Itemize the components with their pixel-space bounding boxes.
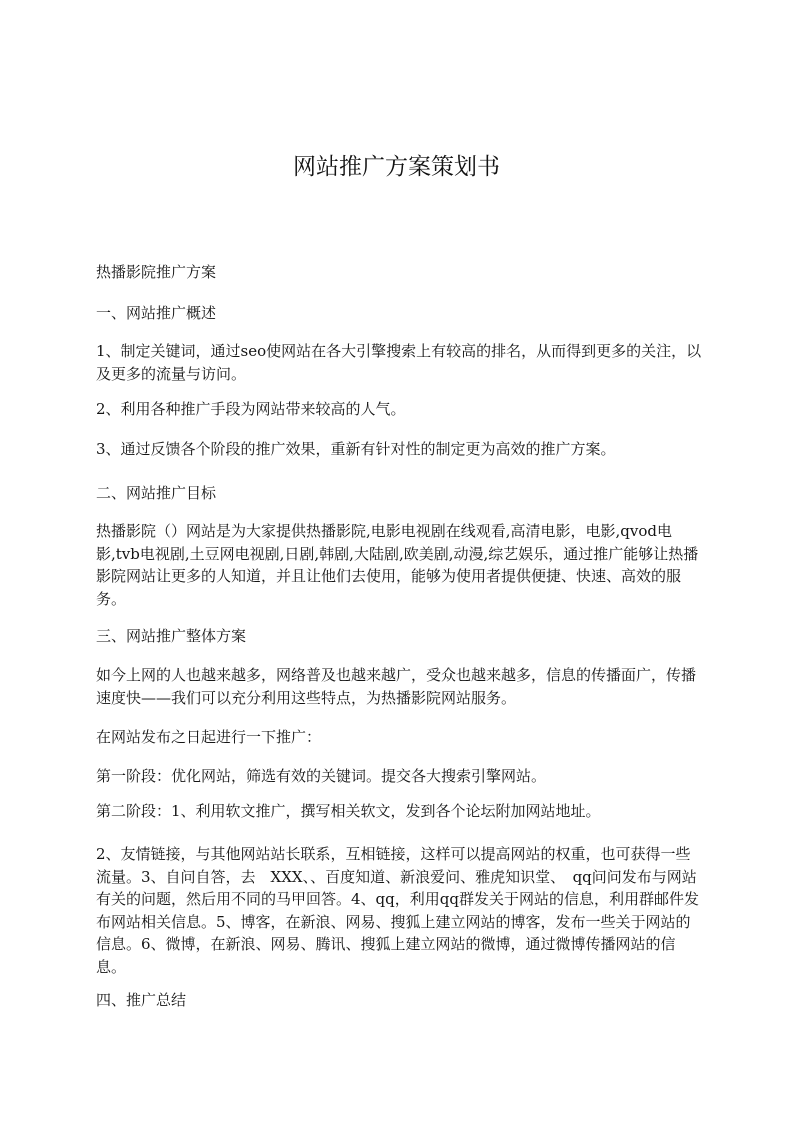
body-paragraph: 1、制定关键词，通过seo使网站在各大引擎搜索上有较高的排名，从而得到更多的关注，以及更多的流量与访问。 [96,342,702,383]
section-heading: 热播影院推广方案 [96,263,217,281]
body-paragraph: 2、利用各种推广手段为网站带来较高的人气。 [96,400,406,418]
body-paragraph: 热播影院（）网站是为大家提供热播影院,电影电视剧在线观看,高清电影，电影,qvod电影,tvb电视剧,土豆网电视剧,日剧,韩剧,大陆剧,欧美剧,动漫,综艺娱乐，通过推广能够让热播影院网站让更多的人知道，并且让他们去使用，能够为使用者提供便捷、快速、高效的服务。 [96,522,699,608]
body-paragraph: 2、友情链接，与其他网站站长联系，互相链接，这样可以提高网站的权重，也可获得一些流量。3、自问自答，去 XXX、、百度知道、新浪爱问、雅虎知识堂、 qq问问发布与网站有关的问题，然后用不同的马甲回答。4、qq，利用qq群发关于网站的信息，利用群邮件发布网站相关信息。5、博客，在新浪、网易、搜狐上建立网站的博客，发布一些关于网站的信息。6、微博，在新浪、网易、腾讯、搜狐上建立网站的微博，通过微博传播网站的信息。 [96,845,699,976]
document-title: 网站推广方案策划书 [293,154,500,181]
body-paragraph: 在网站发布之日起进行一下推广： [96,728,322,746]
body-paragraph: 第一阶段：优化网站，筛选有效的关键词。提交各大搜索引擎网站。 [96,767,547,785]
section-heading: 三、网站推广整体方案 [96,627,247,645]
body-paragraph: 第二阶段：1、利用软文推广，撰写相关软文，发到各个论坛附加网站地址。 [96,802,601,820]
section-heading: 一、网站推广概述 [96,304,217,322]
section-heading: 四、推广总结 [96,991,187,1009]
body-paragraph: 如今上网的人也越来越多，网络普及也越来越广，受众也越来越多，信息的传播面广，传播速度快——我们可以充分利用这些特点，为热播影院网站服务。 [96,666,697,707]
body-paragraph: 3、通过反馈各个阶段的推广效果，重新有针对性的制定更为高效的推广方案。 [96,440,616,458]
section-heading: 二、网站推广目标 [96,484,217,502]
